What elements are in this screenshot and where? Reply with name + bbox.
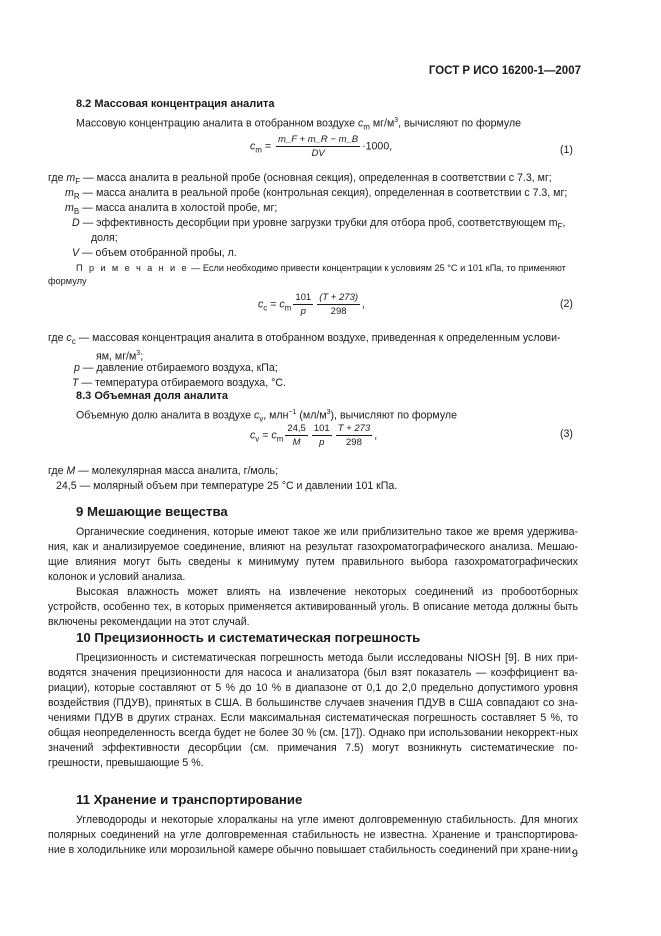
where-p: p — давление отбираемого воздуха, кПа;: [74, 362, 278, 374]
formula-2: $c_c = c_m$ $\frac{101}{p}$ $\frac{(T + 273)}{298}$ ,: [258, 292, 365, 317]
section-9-heading: 9 Мешающие вещества: [76, 504, 228, 519]
formula-2-number: (2): [560, 298, 573, 310]
section-9-paragraph-1: Органические соединения, которые имеют такое же или приблизительно такое же время удержива-ния, как и анализируемое соединение, влияют на результат газохроматографического анализа. Мешаю-щие влияния могут быть сведены к минимуму путем правильного выбора газохроматографических колонок и условий анализа.: [48, 526, 578, 583]
note-line-1: П р и м е ч а н и е — Если необходимо привести концентрации к условиям 25 °С и 101 кПа, то применяют: [76, 263, 566, 273]
where-mb: $m_B$ — масса аналита в холостой пробе, мг;: [65, 202, 278, 217]
section-10-paragraph-1: Прецизионность и систематическая погрешность метода были исследованы NIOSH [9]. В них при-водятся значения прецизионности для насоса и анализатора (был взят показатель — коэффициент ва-риации), которые составляют от 5 % до 10 % в диапазоне от 0,1 до 2,0 предельно допустимого уровня воздействия (ПДУВ), принятых в США. В большинстве случаев значения ПДУВ в США совпадают со зна-чениями ПДУВ в других странах. Если максимальная систематическая погрешность составляет 5 %, то общая неопределенность всегда будет не более 30 % (см. [17]). Однако при использовании некоррект-ных значений эффективности десорбции (см. примечания 7.5) могут возникнуть систематические по-грешности, превышающие 5 %.: [48, 652, 578, 769]
formula-3: $c_v = c_m$ $\frac{24,5}{M}$ $\frac{101}{p}$ $\frac{T + 273}{298}$ ,: [250, 423, 378, 448]
section-9-paragraph-2: Высокая влажность может влиять на извлечение некоторых соединений из пробоотборных устройств, особенно тех, в которых применяется активированный уголь. В описание метода должны быть включены рекомендации на этот случай.: [48, 586, 578, 628]
note-line-2: формулу: [48, 276, 87, 286]
where-m: где M — молекулярная масса аналита, г/моль;: [48, 465, 279, 477]
section-8-2-intro: Массовую концентрацию аналита в отобранном воздухе $c_m$ $мг/м^3$, вычисляют по формуле: [76, 117, 522, 132]
section-8-3-intro: Объемную долю аналита в воздухе $c_v$, млн$^{-1}$ $(мл/м^3)$, вычисляют по формуле: [76, 409, 457, 424]
where-t: T — температура отбираемого воздуха, °С.: [72, 377, 286, 389]
page-number: 9: [572, 848, 578, 860]
section-8-2-heading: 8.2 Массовая концентрация аналита: [76, 98, 275, 110]
section-11-paragraph-1: Углеводороды и некоторые хлоралканы на угле имеют долговременную стабильность. Для многих полярных соединений на угле долговременная стабильность не известна. Хранение и транспортирова-ние в холодильнике или морозильной камере обычно повышает стабильность соединений при хране-нии.: [48, 814, 578, 856]
where-cc: где $c_c$ — массовая концентрация аналита в отобранном воздухе, приведенная к определенным услови-: [48, 332, 561, 347]
where-v: V — объем отобранной пробы, л.: [72, 247, 237, 259]
formula-1-number: (1): [560, 144, 573, 156]
where-cc-cont: ям, $мг/м^3$;: [96, 350, 144, 363]
where-d-cont: доля;: [91, 232, 118, 244]
formula-1: $c_m$ = $\frac{m\_F + m\_R - m\_B}{DV}$ ·1000,: [250, 134, 393, 159]
section-8-3-heading: 8.3 Объемная доля аналита: [76, 390, 228, 402]
where-d: D — эффективность десорбции при уровне загрузки трубки для отбора проб, соответствующем $m_F$,: [72, 217, 566, 232]
formula-3-number: (3): [560, 428, 573, 440]
section-10-heading: 10 Прецизионность и систематическая погрешность: [76, 630, 421, 645]
where-mf: где $m_F$ — масса аналита в реальной пробе (основная секция), определенная в соответствии с 7.3, мг;: [48, 172, 552, 187]
document-header: ГОСТ Р ИСО 16200-1—2007: [428, 65, 581, 77]
where-mr: $m_R$ — масса аналита в реальной пробе (контрольная секция), определенная в соответствии с 7.3, мг;: [65, 187, 568, 202]
section-11-heading: 11 Хранение и транспортирование: [76, 792, 303, 807]
where-24-5: 24,5 — молярный объем при температуре 25 °С и давлении 101 кПа.: [56, 480, 398, 492]
